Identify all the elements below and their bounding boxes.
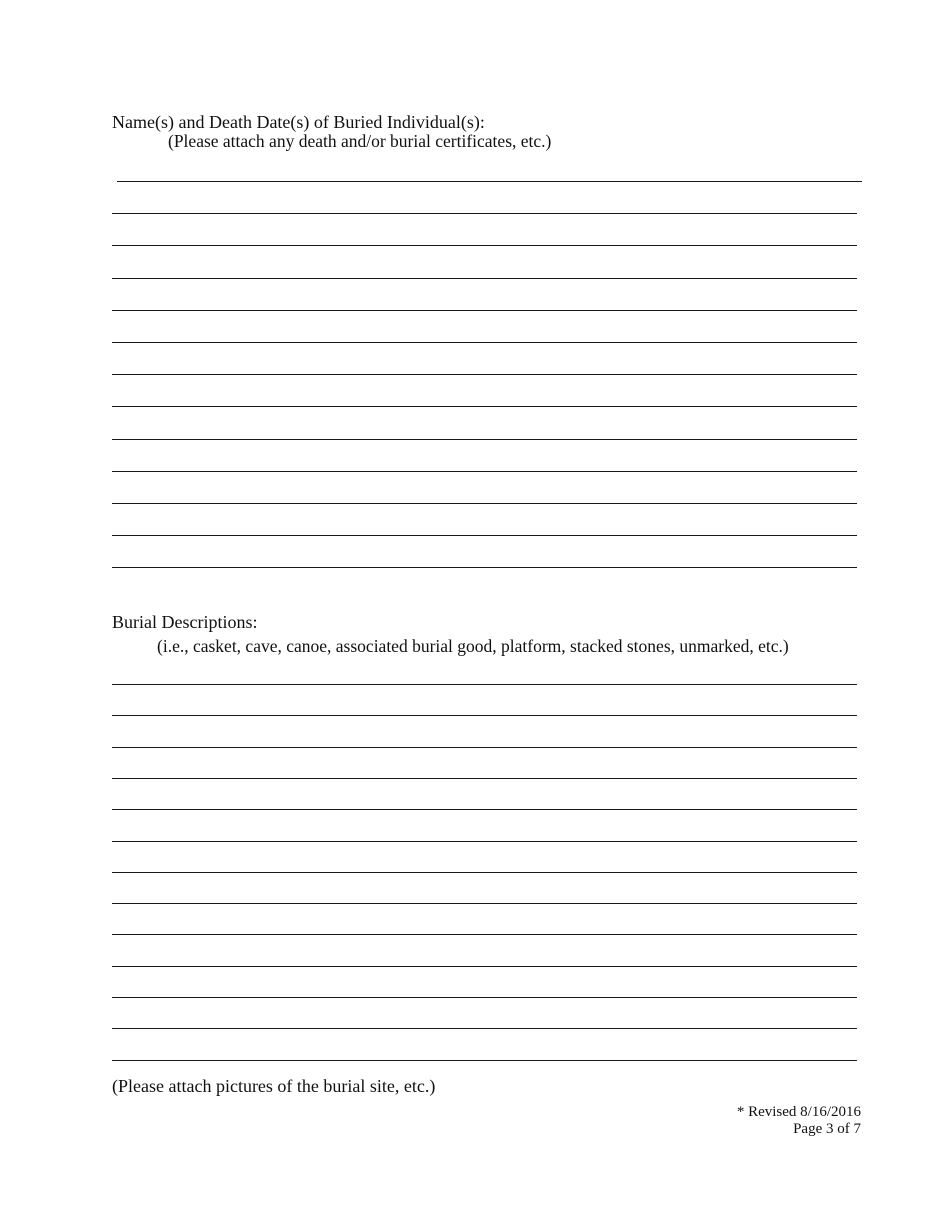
- answer-line[interactable]: [112, 213, 857, 214]
- page-number: Page 3 of 7: [793, 1121, 861, 1137]
- answer-line[interactable]: [112, 997, 857, 998]
- answer-line[interactable]: [112, 342, 857, 343]
- answer-line[interactable]: [112, 278, 857, 279]
- section2-instruction: (i.e., casket, cave, canoe, associated burial good, platform, stacked stones, unmarked, etc.): [157, 636, 789, 656]
- answer-line[interactable]: [112, 903, 857, 904]
- answer-line[interactable]: [112, 684, 857, 685]
- answer-line[interactable]: [112, 778, 857, 779]
- answer-line[interactable]: [112, 567, 857, 568]
- revision-note: * Revised 8/16/2016: [736, 1104, 861, 1120]
- answer-line[interactable]: [112, 747, 857, 748]
- section1-instruction: (Please attach any death and/or burial certificates, etc.): [168, 131, 552, 151]
- attachment-note: (Please attach pictures of the burial site, etc.): [112, 1076, 436, 1096]
- answer-line[interactable]: [112, 1028, 857, 1029]
- answer-line[interactable]: [112, 872, 857, 873]
- answer-line[interactable]: [117, 181, 862, 182]
- answer-line[interactable]: [112, 374, 857, 375]
- answer-line[interactable]: [112, 471, 857, 472]
- answer-line[interactable]: [112, 1060, 857, 1061]
- answer-line[interactable]: [112, 245, 857, 246]
- section1-heading: Name(s) and Death Date(s) of Buried Individual(s):: [112, 112, 485, 132]
- answer-line[interactable]: [112, 535, 857, 536]
- answer-line[interactable]: [112, 841, 857, 842]
- section2-heading: Burial Descriptions:: [112, 612, 258, 632]
- answer-line[interactable]: [112, 715, 857, 716]
- answer-line[interactable]: [112, 809, 857, 810]
- answer-line[interactable]: [112, 439, 857, 440]
- answer-line[interactable]: [112, 406, 857, 407]
- answer-line[interactable]: [112, 503, 857, 504]
- answer-line[interactable]: [112, 966, 857, 967]
- answer-line[interactable]: [112, 310, 857, 311]
- answer-line[interactable]: [112, 934, 857, 935]
